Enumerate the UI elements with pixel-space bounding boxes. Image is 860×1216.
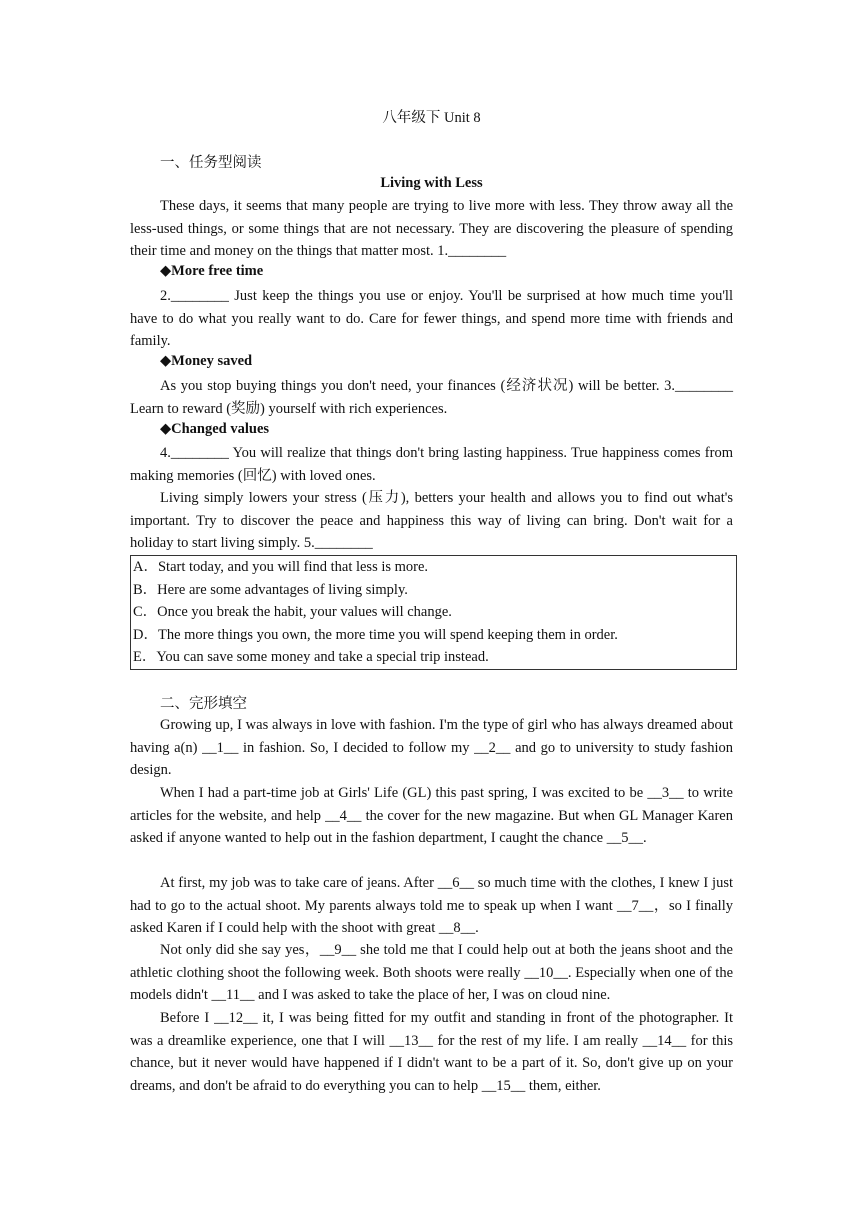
section-heading-cloze: 二、完形填空 [160, 696, 247, 712]
option-a: A．Start today, and you will find that less is more. [133, 559, 429, 575]
option-b: B．Here are some advantages of living simply. [133, 581, 408, 598]
section-heading-reading: 一、任务型阅读 [160, 155, 262, 171]
reading-paragraph-1: These days, it seems that many people are trying to live more with less. They throw away all the less-used things, or some things that are not necessary. They are discovering the pleasure of spending their time and money on the things that matter most. 1.________ [130, 198, 733, 259]
subheading-money-saved: ◆Money saved [160, 353, 253, 369]
option-d: D．The more things you own, the more time you will spend keeping them in order. [133, 626, 618, 643]
passage-title: Living with Less [380, 175, 483, 191]
option-e: E．You can save some money and take a special trip instead. [133, 649, 489, 665]
subheading-free-time: ◆More free time [160, 263, 264, 279]
cloze-paragraph-4: Not only did she say yes，__9__ she told me that I could help out at both the jeans shoot and the athletic clothing shoot the following week. Both shoots were really __10__. Especially when one of the models didn't __11__ and I was asked to take the place of her, I was on cloud nine. [130, 942, 733, 1003]
page-title: 八年级下 Unit 8 [382, 110, 481, 126]
options-box [130, 555, 737, 670]
option-c: C．Once you break the habit, your values will change. [133, 604, 452, 620]
reading-paragraph-4: 4.________ You will realize that things don't bring lasting happiness. True happiness comes from making memories (回忆) with loved ones. [130, 445, 733, 484]
reading-paragraph-2: 2.________ Just keep the things you use or enjoy. You'll be surprised at how much time you'll have to do what you really want to do. Care for fewer things, and spend more time with friends and family. [130, 288, 733, 349]
cloze-paragraph-2: When I had a part-time job at Girls' Life (GL) this past spring, I was excited to be __3__ to write articles for the website, and help __4__ the cover for the new magazine. But when GL Manager Karen asked if anyone wanted to help out in the fashion department, I caught the chance __5__. [130, 785, 733, 846]
cloze-paragraph-3: At first, my job was to take care of jeans. After __6__ so much time with the clothes, I knew I just had to go to the actual shoot. My parents always told me to speak up when I want __7__，so I finally asked Karen if I could help with the shoot with great __8__. [130, 875, 733, 936]
cloze-paragraph-5: Before I __12__ it, I was being fitted for my outfit and standing in front of the photographer. It was a dreamlike experience, one that I will __13__ for the rest of my life. I am really __14__ for this chance, but it never would have happened if I didn't want to be a part of it. So, don't give up on your dreams, and don't be afraid to do everything you can to help __15__ them, either. [130, 1010, 733, 1094]
reading-paragraph-5: Living simply lowers your stress (压力), betters your health and allows you to find out what's important. Try to discover the peace and happiness this way of living can bring. Don't wait for a holiday to start living simply. 5.________ [130, 490, 733, 551]
subheading-changed-values: ◆Changed values [160, 421, 270, 437]
reading-paragraph-3: As you stop buying things you don't need, your finances (经济状况) will be better. 3.________ Learn to reward (奖励) yourself with rich experiences. [130, 378, 733, 417]
cloze-paragraph-1: Growing up, I was always in love with fashion. I'm the type of girl who has always dreamed about having a(n) __1__ in fashion. So, I decided to follow my __2__ and go to university to study fashion design. [130, 717, 733, 778]
